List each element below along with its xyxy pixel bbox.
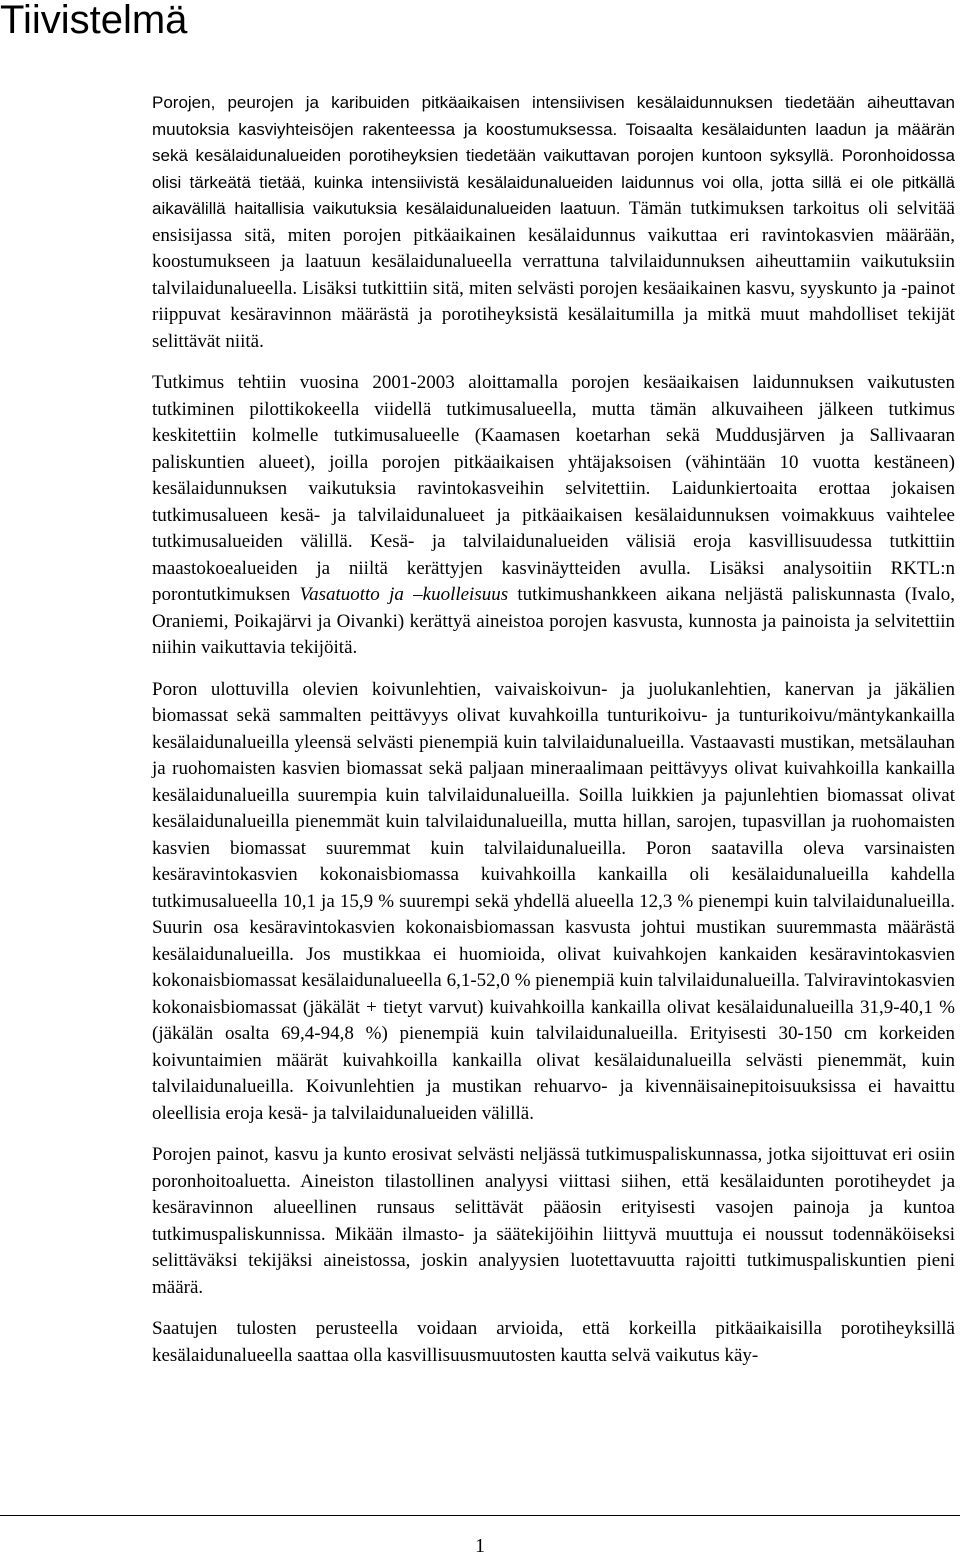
paragraph-methods-text-end: tutkimushankkeen aikana neljästä paliskunnasta (Ivalo, Oraniemi, Poikajärvi ja Oivanki) kerättyä aineistoa porojen kasvusta, kunnosta ja painoista ja selvitettiin niihin vaikuttavia tekijöitä. xyxy=(152,584,955,658)
paragraph-reindeer-results: Porojen painot, kasvu ja kunto erosivat selvästi neljässä tutkimuspaliskunnassa, jotka sijoittuvat eri osiin poronhoitoaluetta. Aineiston tilastollinen analyysi viittasi siihen, että kesälaidunten porotiheydet ja kesäravinnon alueellinen runsaus selittävät pääosin erityisesti vasojen painoja ja kuntoa tutkimuspaliskunnissa. Mikään ilmasto- ja säätekijöihin liittyvä muuttuja ei noussut todennäköiseksi selittäväksi tekijäksi aineistossa, joskin analyysien luotettavuutta rajoitti tutkimuspaliskuntien pieni määrä. xyxy=(152,1144,955,1298)
paragraph-intro-serif-text: Tämän tutkimuksen tarkoitus oli selvitää ensisijassa sitä, miten porojen pitkäaikainen kesälaidunnus vaikuttaa eri ravintokasvien määrään, koostumukseen ja laatuun kesälaidunalueella verrattuna talvilaidunnuksen aiheuttamiin vaikutuksiin talvilaidunalueella. Lisäksi tutkittiin sitä, miten selvästi porojen kesäaikainen kasvu, syyskunto ja -painot riippuvat kesäravinnon määrästä ja porotiheyksistä kesälaitumilla ja mitkä muut mahdolliset tekijät selittävät niitä. xyxy=(152,198,955,352)
page-title: Tiivistelmä xyxy=(0,0,188,42)
paragraph-vegetation-results: Poron ulottuvilla olevien koivunlehtien, vaivaiskoivun- ja juolukanlehtien, kanervan ja jäkälien biomassat sekä sammalten peittävyys olivat kuvahkoilla tunturikoivu- ja tunturikoivu/mäntykankailla kesälaidunalueilla yleensä selvästi pienempiä kuin talvilaidunalueilla. Vastaavasti mustikan, metsälauhan ja ruohomaisten kasvien biomassat sekä paljaan mineraalimaan peittävyys olivat kuivahkoilla kankailla kesälaidunalueilla suurempia kuin talvilaidunalueilla. Soilla luikkien ja pajunlehtien biomassat olivat kesälaidunalueilla pienemmät kuin talvilaidunalueilla, mutta hillan, sarojen, tupasvillan ja ruohomaisten kasvien biomassat suuremmat kuin talvilaidunalueilla. Poron saatavilla oleva varsinaisten kesäravintokasvien kokonaisbiomassa kuivahkoilla kankailla oli kesälaidunalueilla kahdella tutkimusalueella 10,1 ja 15,9 % suurempi sekä yhdellä alueella 12,3 % pienempi kuin talvilaidunalueilla. Suurin osa kesäravintokasvien kokonaisbiomassan kasvusta johtui mustikan suuremmasta määrästä kesälaidunalueilla. Jos mustikkaa ei huomioida, olivat kuivahkojen kankaiden kesäravintokasvien kokonaisbiomassat kesälaidunalueella 6,1-52,0 % pienempiä kuin talvilaidunalueilla. Talviravintokasvien kokonaisbiomassat (jäkälät + tietyt varvut) kuivahkoilla kankailla olivat kesälaidunalueilla 31,9-40,1 % (jäkälän osalta 69,4-94,8 %) pienempiä kuin talvilaidunalueilla. Erityisesti 30-150 cm korkeiden koivuntaimien määrät kuivahkoilla kankailla olivat kesälaidunalueilla selvästi pienemmät, kuin talvilaidunalueilla. Koivunlehtien ja mustikan rehuarvo- ja kivennäisainepitoisuuksissa ei havaittu oleellisia eroja kesä- ja talvilaidunalueiden välillä. xyxy=(152,678,955,1124)
document-body xyxy=(152,90,955,1384)
paragraph-conclusion: Saatujen tulosten perusteella voidaan arvioida, että korkeilla pitkäaikaisilla porotiheyksillä kesälaidunalueella saattaa olla kasvillisuusmuutosten kautta selvä vaikutus käy- xyxy=(152,1318,955,1366)
paragraph-intro xyxy=(152,90,955,355)
paragraph-methods-text-start: Tutkimus tehtiin vuosina 2001-2003 aloittamalla porojen kesäaikaisen laidunnuksen vaikutusten tutkiminen pilottikokeella viidellä tutkimusalueella, mutta tämän alkuvaiheen jälkeen tutkimus keskitettiin kolmelle tutkimusalueelle (Kaamasen koetarhan sekä Muddusjärven ja Sallivaaran paliskuntien alueet), joilla porojen pitkäaikaisen yhtäjaksoisen (vähintään 10 vuotta kestäneen) kesälaidunnuksen vaikutuksia ravintokasveihin selvitettiin. Laidunkiertoaita erottaa jokaisen tutkimusalueen kesä- ja talvilaidunalueet ja pitkäaikaisen kesälaidunnuksen voimakkuus vaihtelee tutkimusalueiden välillä. Kesä- ja talvilaidunalueiden välisiä eroja kasvillisuudessa tutkittiin maastokoealueiden ja niiltä kerättyjen kasvinäytteiden avulla. Lisäksi analysoitiin RKTL:n porontutkimuksen xyxy=(152,372,955,605)
paragraph-methods-project-name: Vasatuotto ja –kuolleisuus xyxy=(299,584,509,605)
page-number: 1 xyxy=(475,1535,485,1557)
paragraph-methods xyxy=(152,370,955,662)
footer-divider xyxy=(0,1515,960,1516)
paragraph-intro-sans-text: Porojen, peurojen ja karibuiden pitkäaikaisen intensiivisen kesälaidunnuksen tiedetään aiheuttavan muutoksia kasviyhteisöjen rakenteessa ja koostumuksessa. Toisaalta kesälaidunten laadun ja määrän sekä kesälaidunalueiden porotiheyksien tiedetään vaikuttavan porojen kuntoon syksyllä. Poronhoidossa olisi tärkeätä tietää, kuinka intensiivistä kesälaidunalueiden laidunnus voi olla, jotta sillä ei ole pitkällä aikavälillä haitallisia vaikutuksia kesälaidunalueiden laatuun. xyxy=(152,93,955,218)
